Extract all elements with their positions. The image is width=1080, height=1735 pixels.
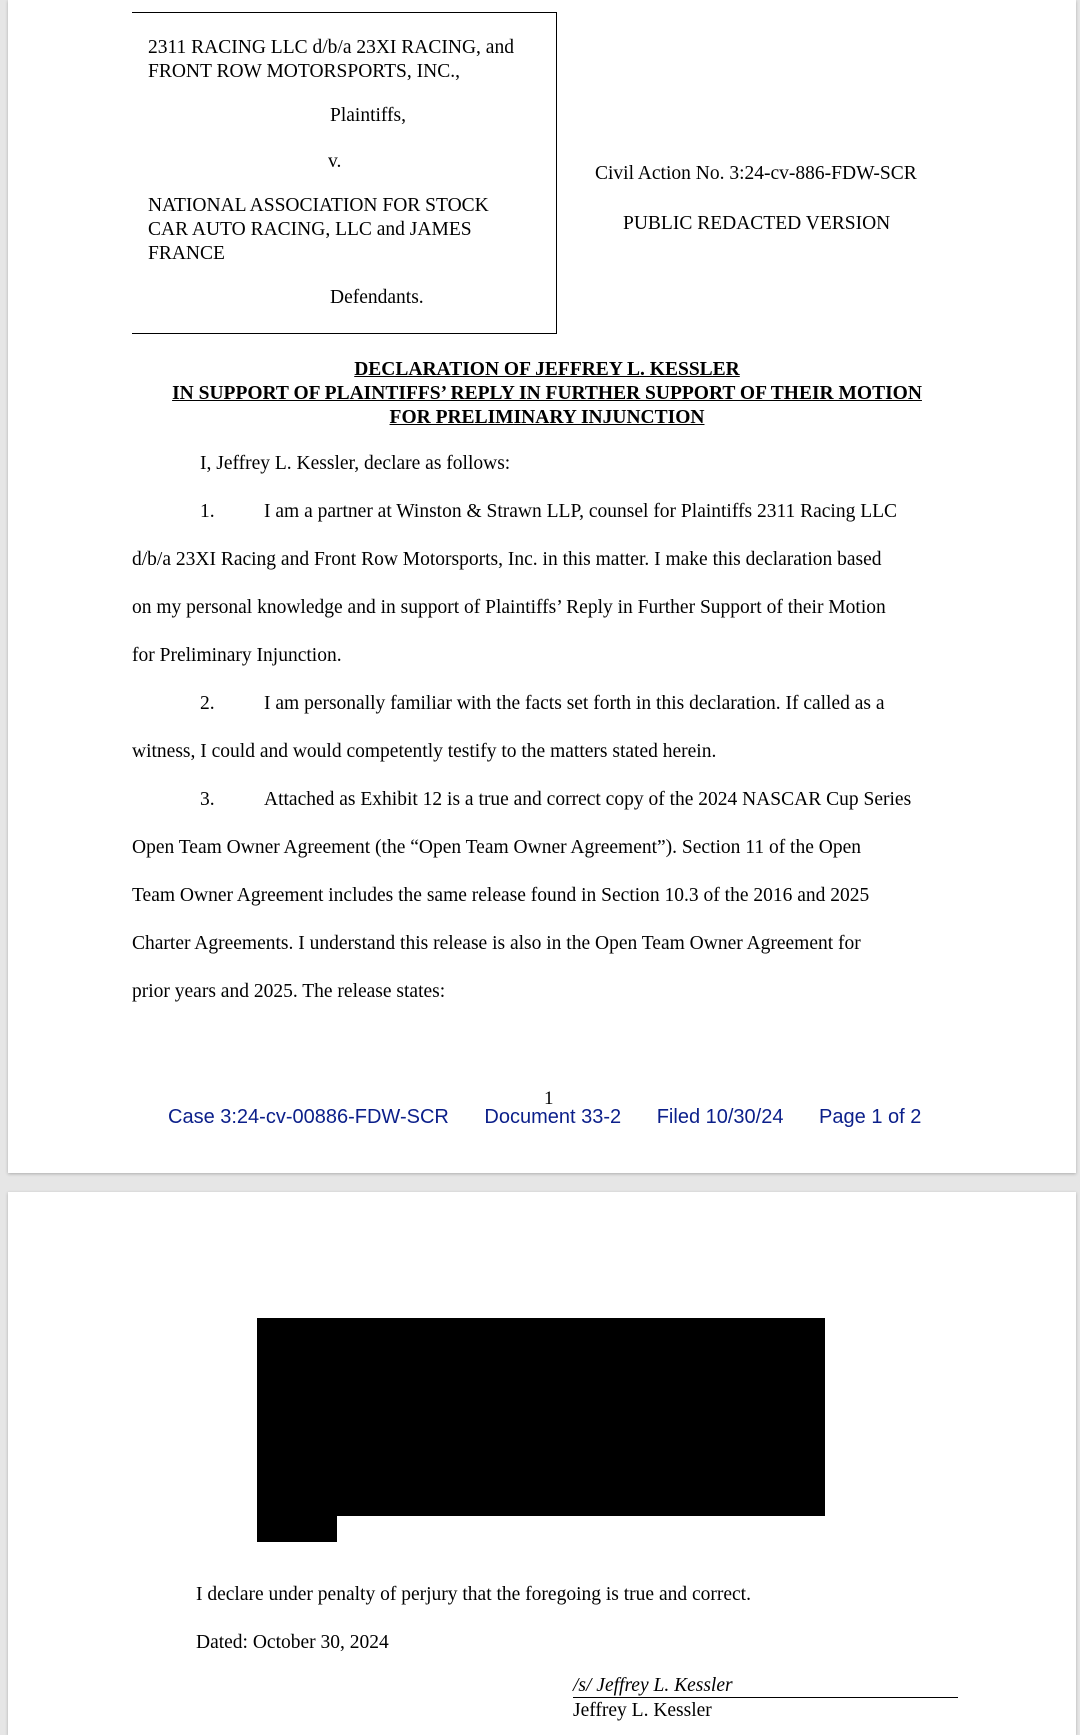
versus-label: v.	[328, 151, 342, 172]
paragraph-line: for Preliminary Injunction.	[132, 645, 342, 666]
paragraph-line: I am a partner at Winston & Strawn LLP, counsel for Plaintiffs 2311 Racing LLC	[264, 501, 898, 522]
signature-line: /s/ Jeffrey L. Kessler	[573, 1675, 958, 1698]
paragraph-number: 1.	[200, 501, 215, 522]
paragraph-number: 3.	[200, 789, 215, 810]
signer-name: Jeffrey L. Kessler	[573, 1700, 712, 1721]
document-page-1	[8, 0, 1076, 1173]
court-filing-stamp	[168, 1106, 951, 1129]
redaction-block	[257, 1512, 337, 1542]
paragraph-2	[132, 680, 962, 776]
paragraph-line: I am personally familiar with the facts set forth in this declaration. If called as a	[264, 693, 885, 714]
page-number: 1	[544, 1088, 554, 1109]
paragraph-line: d/b/a 23XI Racing and Front Row Motorsports, Inc. in this matter. I make this declaration based	[132, 549, 882, 570]
civil-action-number: Civil Action No. 3:24-cv-886-FDW-SCR	[595, 163, 917, 184]
date-line: Dated: October 30, 2024	[196, 1632, 389, 1653]
paragraph-line: Charter Agreements. I understand this release is also in the Open Team Owner Agreement for	[132, 933, 861, 954]
paragraph-line: witness, I could and would competently testify to the matters stated herein.	[132, 741, 717, 762]
plaintiffs-line: FRONT ROW MOTORSPORTS, INC.,	[148, 61, 460, 82]
perjury-statement: I declare under penalty of perjury that the foregoing is true and correct.	[196, 1584, 751, 1605]
paragraph-line: Attached as Exhibit 12 is a true and correct copy of the 2024 NASCAR Cup Series	[264, 789, 912, 810]
declaration-intro: I, Jeffrey L. Kessler, declare as follows:	[200, 453, 511, 474]
document-page-2	[8, 1192, 1076, 1735]
filed-date-stamp: Filed 10/30/24	[656, 1106, 784, 1128]
redaction-block	[257, 1318, 825, 1516]
paragraph-line: Team Owner Agreement includes the same release found in Section 10.3 of the 2016 and 2025	[132, 885, 870, 906]
paragraph-line: Open Team Owner Agreement (the “Open Team Owner Agreement”). Section 11 of the Open	[132, 837, 861, 858]
plaintiffs-line: 2311 RACING LLC d/b/a 23XI RACING, and	[148, 37, 514, 58]
defendants-label: Defendants.	[330, 287, 424, 308]
version-label: PUBLIC REDACTED VERSION	[623, 213, 891, 234]
paragraph-line: on my personal knowledge and in support of Plaintiffs’ Reply in Further Support of their Motion	[132, 597, 886, 618]
plaintiffs-names	[148, 36, 514, 84]
case-number-stamp: Case 3:24-cv-00886-FDW-SCR	[168, 1106, 449, 1128]
declaration-title	[132, 358, 962, 430]
defendants-line: FRANCE	[148, 243, 225, 264]
paragraph-line: prior years and 2025. The release states:	[132, 981, 446, 1002]
title-line: FOR PRELIMINARY INJUNCTION	[389, 407, 705, 428]
paragraph-number: 2.	[200, 693, 215, 714]
paragraph-1	[132, 488, 962, 680]
plaintiffs-label: Plaintiffs,	[330, 105, 407, 126]
defendants-names	[148, 194, 489, 266]
defendants-line: NATIONAL ASSOCIATION FOR STOCK	[148, 195, 489, 216]
title-line: DECLARATION OF JEFFREY L. KESSLER	[354, 359, 740, 380]
paragraph-3	[132, 776, 962, 1016]
defendants-line: CAR AUTO RACING, LLC and JAMES	[148, 219, 472, 240]
page-count-stamp: Page 1 of 2	[819, 1106, 922, 1128]
document-number-stamp: Document 33-2	[484, 1106, 622, 1128]
title-line: IN SUPPORT OF PLAINTIFFS’ REPLY IN FURTHER SUPPORT OF THEIR MOTION	[172, 383, 922, 404]
